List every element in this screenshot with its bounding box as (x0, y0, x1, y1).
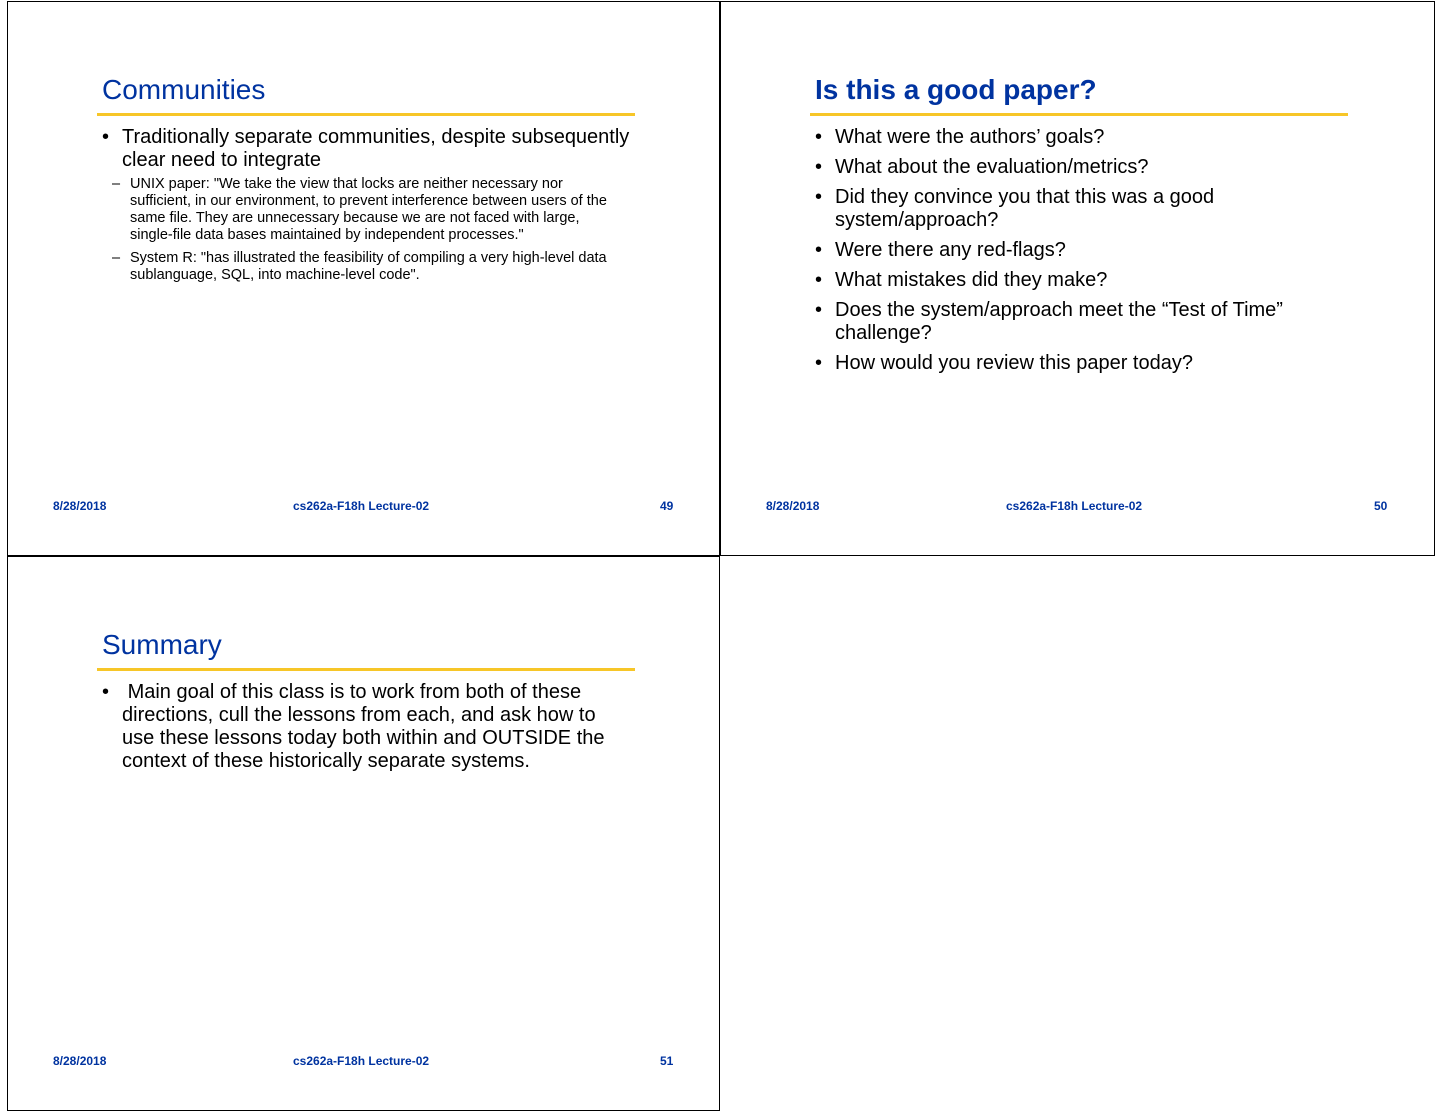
bullet-item (815, 269, 1345, 292)
footer-date: 8/28/2018 (766, 499, 820, 513)
footer-page-number: 51 (660, 1054, 674, 1068)
footer-page-number: 50 (1374, 499, 1388, 513)
slide-51 (7, 556, 720, 1111)
bullet-text: Does the system/approach meet the “Test of Time” challenge? (835, 299, 1283, 344)
bullet-item (815, 186, 1275, 232)
bullet-item (102, 681, 612, 773)
slide-49 (7, 1, 720, 556)
bullet-dot: • (102, 681, 110, 703)
bullet-dot: • (815, 239, 823, 261)
slide-content (102, 681, 612, 780)
footer-course: cs262a-F18h Lecture-02 (1006, 499, 1143, 513)
sub-bullet-item (102, 250, 620, 284)
bullet-dot: • (815, 299, 823, 321)
bullet-item (815, 352, 1345, 375)
title-underline (810, 113, 1348, 116)
slide-title: Summary (102, 629, 222, 660)
slide-content (102, 126, 632, 291)
footer-course: cs262a-F18h Lecture-02 (293, 1054, 430, 1068)
bullet-dot: • (815, 156, 823, 178)
bullet-item (815, 299, 1345, 345)
slide-title: Communities (102, 74, 266, 105)
slide-50 (720, 1, 1435, 556)
bullet-dot: • (815, 269, 823, 291)
bullet-item (815, 239, 1345, 262)
footer-course: cs262a-F18h Lecture-02 (293, 499, 430, 513)
sub-bullet-text: UNIX paper: "We take the view that locks are neither necessary nor sufficient, in our environment, to prevent interference between users of the same file. They are unnecessary because we are not faced with large, single-file data bases maintained by independent processes." (130, 176, 607, 243)
bullet-text: How would you review this paper today? (835, 352, 1193, 374)
bullet-text: What about the evaluation/metrics? (835, 156, 1149, 178)
bullet-text: What were the authors’ goals? (835, 126, 1105, 148)
footer-date: 8/28/2018 (53, 499, 107, 513)
bullet-text: Traditionally separate communities, despite subsequently clear need to integrate (122, 126, 630, 171)
footer-date: 8/28/2018 (53, 1054, 107, 1068)
sub-bullet-dash: – (112, 176, 121, 192)
footer-page-number: 49 (660, 499, 674, 513)
title-underline (97, 113, 635, 116)
bullet-text: Did they convince you that this was a good system/approach? (835, 186, 1215, 231)
sub-bullet-dash: – (112, 250, 121, 266)
bullet-text: Were there any red-flags? (835, 239, 1066, 261)
bullet-item (815, 156, 1345, 179)
slide-title: Is this a good paper? (815, 74, 1097, 105)
sub-bullet-text: System R: "has illustrated the feasibility of compiling a very high-level data sublanguage, SQL, into machine-level code". (130, 250, 607, 283)
sub-bullet-item (102, 176, 620, 244)
slide-content (815, 126, 1345, 382)
bullet-item (815, 126, 1345, 149)
bullet-dot: • (815, 186, 823, 208)
bullet-text: What mistakes did they make? (835, 269, 1108, 291)
title-underline (97, 668, 635, 671)
bullet-dot: • (815, 126, 823, 148)
bullet-item (102, 126, 632, 284)
bullet-dot: • (815, 352, 823, 374)
bullet-text: Main goal of this class is to work from both of these directions, cull the lessons from each, and ask how to use these lessons today both within and OUTSIDE the context of these historically separate systems. (122, 681, 611, 772)
bullet-dot: • (102, 126, 110, 148)
